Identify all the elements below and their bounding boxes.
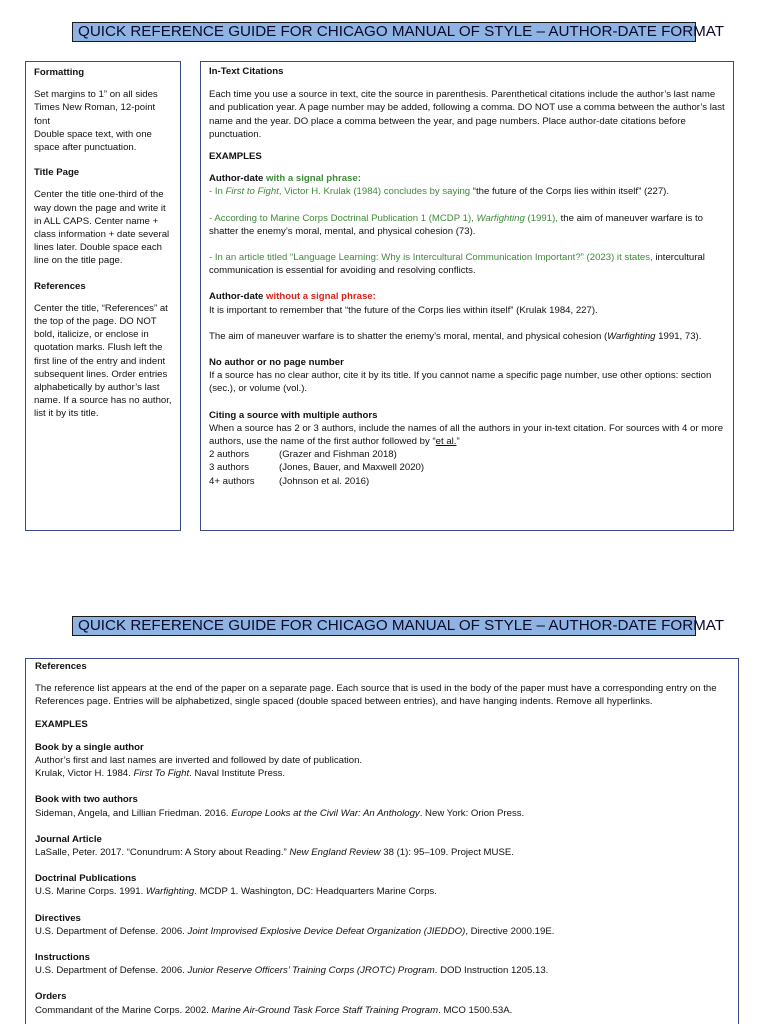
orders-heading: Orders (35, 991, 67, 1003)
formatting-line: Set margins to 1” on all sides (34, 89, 158, 101)
instructions-heading: Instructions (35, 952, 90, 964)
example-text: - In an article titled “Language Learning: Why is Intercultural Communication Important?” (2023) it states, (209, 252, 653, 264)
signal-phrase-label (209, 172, 729, 185)
entry-text: LaSalle, Peter. 2017. “Conundrum: A Story about Reading.” (35, 847, 287, 859)
multi-author-text (209, 422, 729, 448)
example-text: The aim of maneuver warfare is to shatter the enemy’s moral, mental, and physical cohesion ( (209, 330, 608, 342)
entry-text: U.S. Marine Corps. 1991. (35, 886, 144, 898)
multi-author-row (209, 461, 729, 474)
no-author-heading: No author or no page number (209, 357, 344, 369)
example-text: , Victor H. Krulak (1984) concludes by saying (278, 186, 471, 198)
entry-text: . DOD Instruction 1205.13. (434, 965, 549, 977)
example-text: “the future of the Corps lies within itself” (227). (472, 186, 670, 198)
row-label: 4+ authors (209, 475, 255, 487)
entry-title: New England Review (289, 847, 381, 859)
directives-heading: Directives (35, 912, 81, 924)
references-panel (25, 658, 739, 1024)
entry-text: U.S. Department of Defense. 2006. (35, 925, 185, 937)
no-signal-label: Author-date (209, 291, 264, 303)
doctrinal-entry (35, 885, 734, 898)
row-label: 3 authors (209, 462, 250, 474)
example-title: Warfighting (476, 212, 525, 224)
book-two-heading: Book with two authors (35, 794, 138, 806)
entry-title: First To Fight (133, 768, 190, 780)
book-single-heading: Book by a single author (35, 741, 144, 753)
references-heading: References (35, 661, 87, 672)
entry-text: . Naval Institute Press. (189, 768, 286, 780)
example-2 (209, 212, 729, 238)
example-text: - In (209, 186, 223, 198)
multi-author-heading: Citing a source with multiple authors (209, 409, 378, 421)
entry-title: Joint Improvised Explosive Device Defeat Organization (JIEDDO) (187, 925, 466, 937)
signal-label: Author-date (209, 173, 264, 185)
directives-entry (35, 925, 734, 938)
references-text: Center the title, “References” at the top of the page. DO NOT bold, italicize, or enclose in quotation marks. Flush left the first line of the entry and indent subsequent lines. Order entries alphabetically by author’s last name. If a source has no author, list it by its title. (34, 302, 172, 420)
example-text: (1991), (527, 212, 558, 224)
example-title: First to Fight (225, 186, 279, 198)
sidebar-panel (25, 61, 181, 531)
no-signal-example-1: It is important to remember that “the future of the Corps lies within itself” (Krulak 1984, 227). (209, 304, 598, 316)
signal-suffix: with a signal phrase: (266, 173, 361, 185)
no-signal-phrase-label (209, 290, 729, 303)
in-text-intro: Each time you use a source in text, cite the source in parenthesis. Parenthetical citations include the author’s last name and publication year. A page number may be added, following a comma. DO NOT use a comma between the author’s last name and the year. DO place a comma between the year, and page numbers. Place author-date citations before punctuation. (209, 89, 725, 140)
in-text-citations-panel (200, 61, 734, 531)
book-single-entry (35, 767, 734, 780)
entry-text: . New York: Orion Press. (419, 807, 525, 819)
references-heading: References (34, 280, 86, 292)
doctrinal-heading: Doctrinal Publications (35, 873, 137, 885)
row-value: (Jones, Bauer, and Maxwell 2020) (279, 462, 425, 474)
page-title: QUICK REFERENCE GUIDE FOR CHICAGO MANUAL OF STYLE – AUTHOR-DATE FORMAT (72, 22, 696, 42)
formatting-text (34, 88, 173, 154)
example-text: the aim of maneuver warfare is to shatter the enemy’s moral, mental, and physical cohesion (73). (209, 212, 703, 237)
examples-label: EXAMPLES (35, 718, 88, 730)
no-author-text: If a source has no clear author, cite it by its title. If you cannot name a specific page number, use other options: section (sec.), or volume (vol.). (209, 370, 712, 395)
row-value: (Grazer and Fishman 2018) (279, 449, 397, 461)
et-al-text: et al. (435, 436, 457, 448)
multi-author-row (209, 448, 729, 461)
row-label: 2 authors (209, 449, 250, 461)
instructions-entry (35, 964, 734, 977)
row-value: (Johnson et al. 2016) (279, 475, 370, 487)
title-page-text: Center the title one-third of the way down the page and write it in ALL CAPS. Center name + class information + date several lines later. Double space each line on the title page. (34, 189, 170, 267)
entry-text: 38 (1): 95–109. Project MUSE. (380, 847, 514, 859)
entry-text: Krulak, Victor H. 1984. (35, 768, 131, 780)
multi-author-row (209, 475, 729, 488)
book-single-note: Author’s first and last names are inverted and followed by date of publication. (35, 755, 363, 767)
entry-text: . MCO 1500.53A. (438, 1004, 513, 1016)
example-title: Warfighting (607, 330, 656, 342)
page-title: QUICK REFERENCE GUIDE FOR CHICAGO MANUAL OF STYLE – AUTHOR-DATE FORMAT (72, 616, 696, 636)
no-signal-example-2 (209, 330, 729, 343)
example-text: 1991, 73). (655, 330, 702, 342)
entry-text: Sideman, Angela, and Lillian Friedman. 2016. (35, 807, 229, 819)
formatting-line: Double space text, with one space after punctuation. (34, 128, 152, 154)
formatting-heading: Formatting (34, 67, 85, 78)
entry-title: Warfighting (145, 886, 195, 898)
in-text-heading: In-Text Citations (209, 66, 284, 77)
entry-text: . MCDP 1. Washington, DC: Headquarters Marine Corps. (194, 886, 437, 898)
formatting-line: Times New Roman, 12-point font (34, 102, 156, 127)
journal-heading: Journal Article (35, 833, 102, 845)
entry-title: Junior Reserve Officers’ Training Corps (JROTC) Program (187, 965, 435, 977)
multi-text: When a source has 2 or 3 authors, include the names of all the authors in your in-text citation. For sources with 4 or more authors, use the name of the first author followed by “ (209, 422, 724, 448)
entry-text: Commandant of the Marine Corps. 2002. (35, 1004, 209, 1016)
entry-text: , Directive 2000.19E. (465, 925, 555, 937)
book-two-entry (35, 807, 734, 820)
example-1 (209, 185, 729, 198)
orders-entry (35, 1004, 734, 1017)
title-page-heading: Title Page (34, 167, 80, 179)
references-intro: The reference list appears at the end of the paper on a separate page. Each source that is used in the body of the paper must have a corresponding entry on the References page. Entries will be alphabetized, single spaced (double spaced between entries), and have hanging indents. Remove all hyperlinks. (35, 683, 717, 708)
entry-title: Marine Air-Ground Task Force Staff Training Program (211, 1004, 439, 1016)
no-signal-suffix: without a signal phrase: (266, 291, 376, 303)
examples-label: EXAMPLES (209, 151, 262, 163)
entry-title: Europe Looks at the Civil War: An Anthology (231, 807, 420, 819)
journal-entry (35, 846, 734, 859)
entry-text: U.S. Department of Defense. 2006. (35, 965, 185, 977)
example-text: - According to Marine Corps Doctrinal Publication 1 (MCDP 1), (209, 212, 474, 224)
example-3 (209, 251, 729, 277)
example-text: intercultural communication is essential for avoiding and resolving conflicts. (209, 252, 705, 277)
multi-text: ” (456, 436, 460, 448)
